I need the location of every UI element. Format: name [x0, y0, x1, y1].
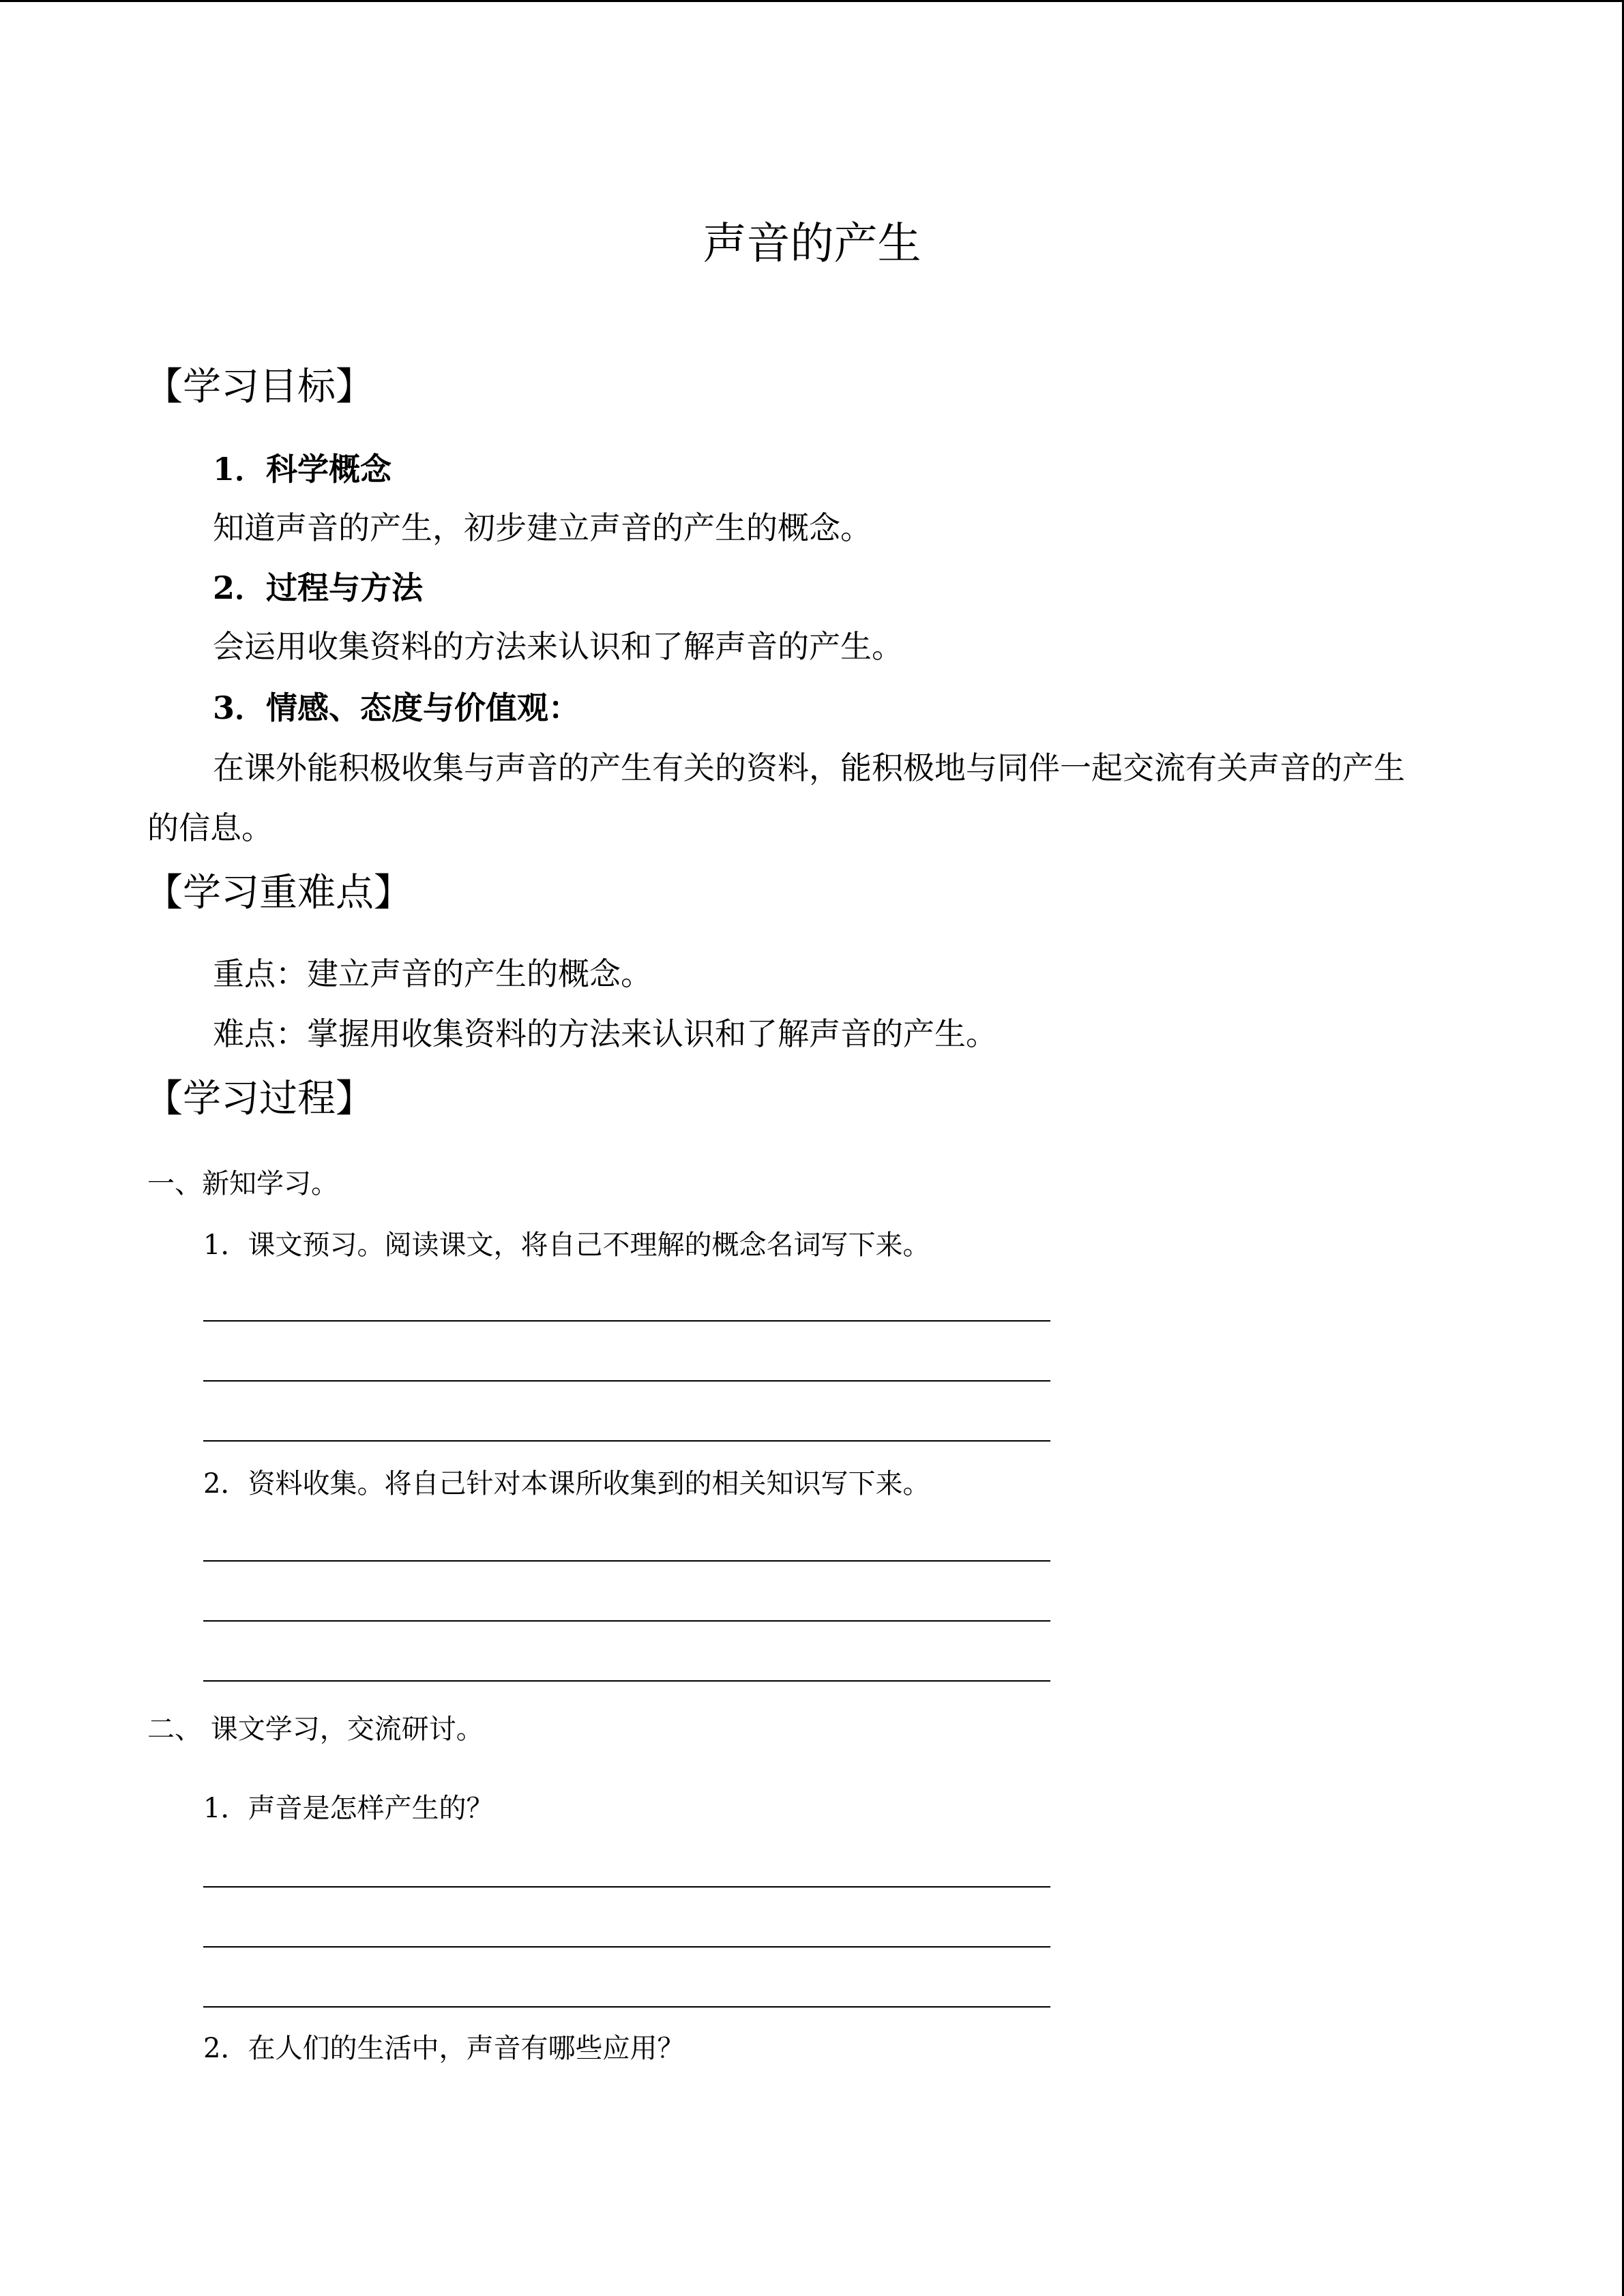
page-border-top: [0, 0, 1624, 2]
objective-text-2: 会运用收集资料的方法来认识和了解声音的产生。: [213, 628, 903, 665]
answer-line[interactable]: [203, 1320, 1050, 1322]
answer-line[interactable]: [203, 1440, 1050, 1442]
part2-title: 二、 课文学习，交流研讨。: [147, 1714, 484, 1745]
objective-label-1: 1．科学概念: [213, 451, 392, 488]
key-point-difficulty: 难点：掌握用收集资料的方法来认识和了解声音的产生。: [213, 1015, 997, 1052]
section-heading-objectives: 【学习目标】: [145, 365, 374, 409]
answer-line[interactable]: [203, 1560, 1050, 1562]
part1-question-2: 2．资料收集。将自己针对本课所收集到的相关知识写下来。: [203, 1468, 930, 1500]
part2-question-1: 1．声音是怎样产生的？: [203, 1793, 494, 1824]
objective-text-1: 知道声音的产生，初步建立声音的产生的概念。: [213, 509, 872, 546]
objective-label-2: 2．过程与方法: [213, 569, 424, 606]
answer-line[interactable]: [203, 1886, 1050, 1888]
section-heading-process: 【学习过程】: [145, 1077, 374, 1121]
section-heading-key-points: 【学习重难点】: [145, 871, 412, 915]
objective-label-3: 3．情感、态度与价值观：: [213, 689, 580, 726]
part2-question-2: 2．在人们的生活中，声音有哪些应用？: [203, 2033, 685, 2064]
key-point-focus: 重点：建立声音的产生的概念。: [213, 955, 652, 992]
answer-line[interactable]: [203, 1680, 1050, 1682]
part1-title: 一、新知学习。: [147, 1168, 338, 1199]
objective-text-3-line1: 在课外能积极收集与声音的产生有关的资料，能积极地与同伴一起交流有关声音的产生: [213, 749, 1405, 786]
objective-text-3-line2: 的信息。: [147, 809, 273, 846]
page-title: 声音的产生: [703, 219, 921, 269]
answer-line[interactable]: [203, 2006, 1050, 2008]
answer-line[interactable]: [203, 1946, 1050, 1948]
part1-question-1: 1．课文预习。阅读课文，将自己不理解的概念名词写下来。: [203, 1229, 930, 1261]
answer-line[interactable]: [203, 1380, 1050, 1382]
answer-line[interactable]: [203, 1620, 1050, 1622]
